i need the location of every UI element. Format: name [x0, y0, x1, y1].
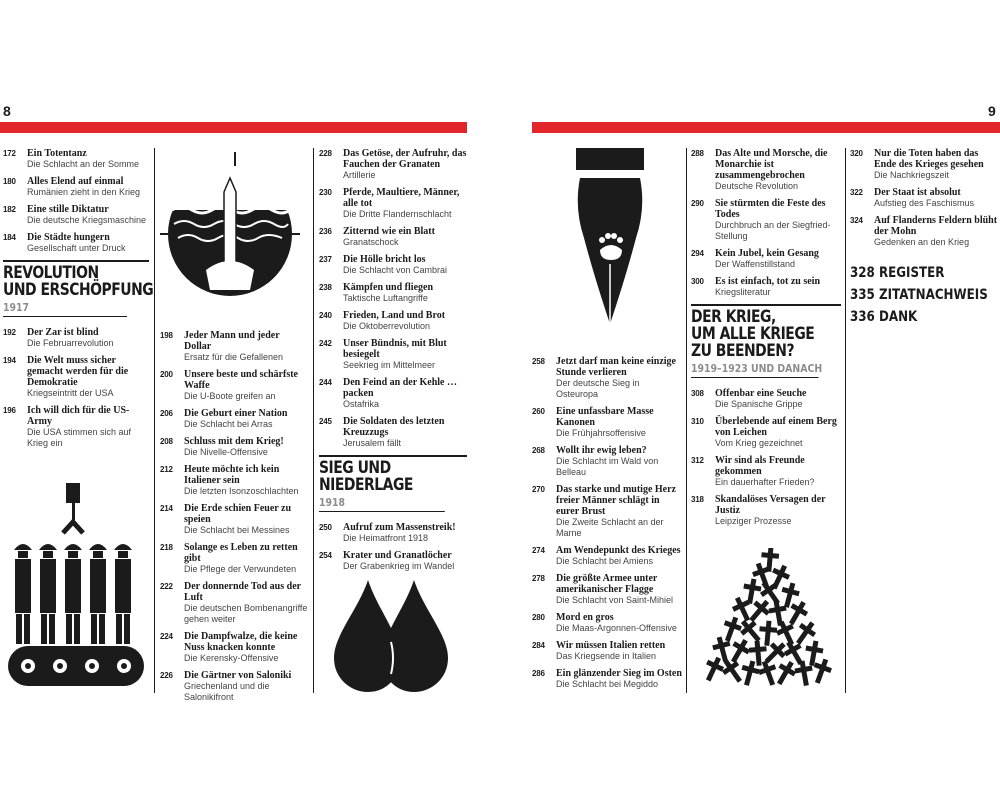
toc-entry[interactable] — [160, 369, 308, 402]
toc-entry-title: Die Welt muss sicher gemacht werden für die Demokratie — [27, 355, 129, 388]
section-heading-line: UM ALLE KRIEGE — [691, 324, 815, 344]
toc-entry-subtitle: Die Spanische Grippe — [715, 399, 803, 409]
toc-entry[interactable] — [3, 327, 149, 349]
toc-entry-subtitle: Ersatz für die Gefallenen — [184, 352, 284, 362]
toc-page-number: 218 — [160, 543, 173, 552]
toc-entry-title: Mord en gros — [556, 612, 614, 623]
toc-entry-title: Überlebende auf einem Berg von Leichen — [715, 416, 837, 438]
toc-entry-subtitle: Die deutsche Kriegsmaschine — [27, 215, 147, 225]
toc-entry[interactable] — [691, 148, 841, 192]
toc-entry-title: Es ist einfach, tot zu sein — [715, 276, 820, 287]
toc-entry[interactable] — [3, 355, 149, 399]
toc-column-1-right — [532, 356, 682, 696]
toc-entry[interactable] — [160, 631, 308, 664]
cross-shape — [741, 577, 763, 605]
toc-page-number: 208 — [160, 437, 173, 446]
toc-entry-title: Alles Elend auf einmal — [27, 176, 124, 187]
toc-entry-subtitle: Die Heimatfront 1918 — [343, 533, 429, 543]
toc-entry[interactable] — [532, 640, 682, 662]
toc-entry[interactable] — [532, 484, 682, 539]
toc-entry[interactable] — [850, 148, 998, 181]
toc-page-number: 196 — [3, 406, 16, 415]
toc-entry-subtitle: Die Oktoberrevolution — [343, 321, 431, 331]
toc-page-number: 280 — [532, 613, 545, 622]
section-heading-line: ZU BEENDEN? — [691, 341, 795, 361]
toc-page-number: 260 — [532, 407, 545, 416]
toc-entry-subtitle: Die Schlacht von Saint-Mihiel — [556, 595, 674, 605]
toc-entry-title: Ein Totentanz — [27, 148, 87, 159]
toc-page-number: 290 — [691, 199, 704, 208]
end-matter-page-number: 335 — [850, 287, 875, 303]
toc-page-number: 278 — [532, 574, 545, 583]
toc-entry[interactable] — [532, 356, 682, 400]
end-matter-entry[interactable] — [850, 306, 976, 328]
toc-entry[interactable] — [532, 445, 682, 478]
end-matter-label: DANK — [878, 309, 918, 325]
toc-entry[interactable] — [319, 226, 467, 248]
toc-entry-title: Das starke und mutige Herz freier Männer schlägt in eurer Brust — [556, 484, 676, 517]
toc-entry-title: Das Alte und Morsche, die Monarchie ist zusammengebrochen — [715, 148, 828, 181]
section-heading-line: UND ERSCHÖPFUNG — [3, 280, 154, 300]
toc-page-number: 222 — [160, 582, 173, 591]
toc-entry-subtitle: Der Waffenstillstand — [715, 259, 796, 269]
toc-entry[interactable] — [532, 545, 682, 567]
toc-entry-subtitle: Ein dauerhafter Frieden? — [715, 477, 815, 487]
toc-entry-subtitle: Die Schlacht von Cambrai — [343, 265, 448, 275]
section-heading-line: NIEDERLAGE — [319, 475, 413, 495]
toc-entry[interactable] — [691, 248, 841, 270]
toc-page-number: 238 — [319, 283, 332, 292]
toc-entry-title: Das Getöse, der Aufruhr, das Fauchen der Granaten — [343, 148, 467, 170]
toc-entry-subtitle: Taktische Luftangriffe — [343, 293, 428, 303]
toc-entry-title: Solange es Leben zu retten gibt — [184, 542, 298, 564]
toc-entry-title: Am Wendepunkt des Krieges — [556, 545, 681, 556]
toc-entry[interactable] — [160, 330, 308, 363]
toc-page-number: 244 — [319, 378, 332, 387]
cross-shape — [803, 639, 825, 667]
toc-page-number: 270 — [532, 485, 545, 494]
toc-entry-subtitle: Die Februarrevolution — [27, 338, 114, 348]
end-matter-entry[interactable] — [850, 262, 976, 284]
toc-entry-subtitle: Die Maas-Argonnen-Offensive — [556, 623, 677, 633]
toc-entry-subtitle: Kriegsliteratur — [715, 287, 771, 297]
toc-entry-title: Krater und Granatlöcher — [343, 550, 452, 561]
toc-page-number: 245 — [319, 417, 332, 426]
red-bar-right — [532, 122, 1000, 133]
toc-entry-subtitle: Jerusalem fällt — [343, 438, 402, 448]
toc-entry-subtitle: Die Dritte Flandernschlacht — [343, 209, 452, 219]
toc-entry-title: Eine stille Diktatur — [27, 204, 109, 215]
toc-entry[interactable] — [319, 282, 467, 304]
toc-page-number: 212 — [160, 465, 173, 474]
section-heading-line: REVOLUTION — [3, 263, 99, 283]
section-header-1919 — [691, 304, 841, 378]
toc-entry-subtitle: Gesellschaft unter Druck — [27, 243, 126, 253]
toc-entry-title: Den Feind an der Kehle … packen — [343, 377, 457, 399]
toc-column-1-left — [3, 148, 154, 455]
toc-entry[interactable] — [160, 542, 308, 575]
toc-entry-subtitle: Kriegseintritt der USA — [27, 388, 114, 398]
toc-entry-title: Zitternd wie ein Blatt — [343, 226, 435, 237]
toc-entry-subtitle: Die Zweite Schlacht an der Marne — [556, 517, 664, 538]
toc-entry-title: Skandalöses Versagen der Justiz — [715, 494, 826, 516]
toc-entry-subtitle: Das Kriegsende in Italien — [556, 651, 657, 661]
toc-entry[interactable] — [850, 187, 998, 209]
toc-entry[interactable] — [691, 388, 841, 410]
toc-entry-title: Wollt ihr ewig leben? — [556, 445, 647, 456]
toc-page-number: 206 — [160, 409, 173, 418]
toc-entry-title: Die Erde schien Feuer zu speien — [184, 503, 292, 525]
toc-page-number: 288 — [691, 149, 704, 158]
toc-entry-title: Kämpfen und fliegen — [343, 282, 434, 293]
toc-entry-subtitle: Gedenken an den Krieg — [874, 237, 970, 247]
toc-entry-subtitle: Die Schlacht an der Somme — [27, 159, 140, 169]
toc-entry[interactable] — [319, 377, 467, 410]
toc-page-number: 200 — [160, 370, 173, 379]
toc-entry-title: Nur die Toten haben das Ende des Krieges gesehen — [874, 148, 984, 170]
toc-entry-title: Ich will dich für die US-Army — [27, 405, 130, 427]
toc-entry[interactable] — [3, 232, 149, 254]
toc-entry-subtitle: Die letzten Isonzoschlachten — [184, 486, 299, 496]
cross-shape — [758, 620, 778, 646]
toc-entry-title: Die größte Armee unter amerikanischer Flagge — [556, 573, 658, 595]
toc-entry-title: Die Dampfwalze, die keine Nuss knacken konnte — [184, 631, 298, 653]
toc-entry[interactable] — [850, 215, 998, 248]
section-header-1917 — [3, 260, 154, 317]
toc-entry-title: Jetzt darf man keine einzige Stunde verlieren — [556, 356, 676, 378]
toc-entry-subtitle: Die U-Boote greifen an — [184, 391, 276, 401]
end-matter-label: REGISTER — [878, 265, 945, 281]
toc-entry[interactable] — [532, 573, 682, 606]
section-heading-line: SIEG UND — [319, 458, 391, 478]
toc-entry[interactable] — [160, 503, 308, 536]
toc-page-number: 320 — [850, 149, 863, 158]
cross-shape — [772, 658, 800, 688]
toc-entry[interactable] — [3, 148, 149, 170]
toc-entry-subtitle: Die Schlacht bei Amiens — [556, 556, 654, 566]
toc-entry[interactable] — [160, 436, 308, 458]
toc-entry-title: Kein Jubel, kein Gesang — [715, 248, 819, 259]
toc-entry-title: Heute möchte ich kein Italiener sein — [184, 464, 280, 486]
toc-entry[interactable] — [691, 455, 841, 488]
toc-entry-title: Der Zar ist blind — [27, 327, 99, 338]
toc-entry-title: Eine unfassbare Masse Kanonen — [556, 406, 654, 428]
toc-entry[interactable] — [532, 406, 682, 439]
toc-entry-title: Der donnernde Tod aus der Luft — [184, 581, 301, 603]
column-divider — [845, 148, 846, 693]
toc-entry[interactable] — [319, 338, 467, 371]
page-number-right: 9 — [988, 103, 996, 119]
section-heading-line: DER KRIEG, — [691, 307, 776, 327]
toc-page-number: 198 — [160, 331, 173, 340]
toc-entry-title: Auf Flanderns Feldern blüht der Mohn — [874, 215, 998, 237]
toc-entry-subtitle: Die USA stimmen sich auf Krieg ein — [27, 427, 132, 448]
toc-entry-subtitle: Die deutschen Bombenangriffe gehen weiter — [184, 603, 308, 624]
toc-entry-subtitle: Leipziger Prozesse — [715, 516, 792, 526]
toc-entry[interactable] — [319, 550, 467, 572]
toc-page-number: 228 — [319, 149, 332, 158]
toc-entry-title: Die Soldaten des letzten Kreuzzugs — [343, 416, 445, 438]
toc-entry-subtitle: Seekrieg im Mittelmeer — [343, 360, 436, 370]
toc-entry-title: Jeder Mann und jeder Dollar — [184, 330, 280, 352]
toc-column-2-left — [160, 330, 308, 709]
toc-column-2-right — [691, 148, 841, 533]
toc-entry[interactable] — [532, 668, 682, 690]
toc-entry[interactable] — [319, 416, 467, 449]
toc-page-number: 310 — [691, 417, 704, 426]
toc-entry-subtitle: Der deutsche Sieg in Osteuropa — [556, 378, 640, 399]
toc-entry-title: Unsere beste und schärfste Waffe — [184, 369, 298, 391]
toc-entry-subtitle: Der Grabenkrieg im Wandel — [343, 561, 455, 571]
toc-entry-title: Unser Bündnis, mit Blut besiegelt — [343, 338, 447, 360]
toc-entry-subtitle: Vom Krieg gezeichnet — [715, 438, 803, 448]
toc-entry[interactable] — [160, 464, 308, 497]
toc-entry[interactable] — [691, 198, 841, 242]
toc-entry-title: Schluss mit dem Krieg! — [184, 436, 284, 447]
end-matter-entry[interactable] — [850, 284, 988, 306]
toc-page-number: 237 — [319, 255, 332, 264]
toc-entry[interactable] — [160, 408, 308, 430]
section-header-1918 — [319, 455, 467, 512]
toc-entry[interactable] — [319, 522, 467, 544]
toc-entry-subtitle: Aufstieg des Faschismus — [874, 198, 975, 208]
toc-page-number: 308 — [691, 389, 704, 398]
toc-page-number: 250 — [319, 523, 332, 532]
toc-entry-title: Ein glänzender Sieg im Osten — [556, 668, 682, 679]
column-divider — [154, 148, 155, 693]
toc-page-number: 172 — [3, 149, 16, 158]
end-matter-page-number: 328 — [850, 265, 875, 281]
toc-entry-title: Frieden, Land und Brot — [343, 310, 446, 321]
column-divider — [686, 148, 687, 693]
toc-entry-subtitle: Die Frühjahrsoffensive — [556, 428, 646, 438]
toc-entry-subtitle: Durchbruch an der Siegfried-Stellung — [715, 220, 831, 241]
blood-drops-illustration — [330, 580, 454, 695]
toc-page-number: 224 — [160, 632, 173, 641]
toc-entry-title: Wir müssen Italien retten — [556, 640, 666, 651]
toc-entry[interactable] — [3, 176, 149, 198]
toc-entry[interactable] — [3, 405, 149, 449]
toc-entry-title: Aufruf zum Massenstreik! — [343, 522, 456, 533]
toc-entry[interactable] — [319, 148, 467, 181]
toc-page-number: 286 — [532, 669, 545, 678]
end-matter-label: ZITATNACHWEIS — [878, 287, 988, 303]
page-number-left: 8 — [3, 103, 11, 119]
toc-page-number: 268 — [532, 446, 545, 455]
toc-entry-title: Die Städte hungern — [27, 232, 110, 243]
toc-entry-subtitle: Die Schlacht bei Megiddo — [556, 679, 659, 689]
toc-page-number: 192 — [3, 328, 16, 337]
end-matter-page-number: 336 — [850, 309, 875, 325]
column-divider — [313, 148, 314, 693]
toc-page-number: 236 — [319, 227, 332, 236]
toc-entry-subtitle: Granatschock — [343, 237, 399, 247]
soldiers-conveyor-illustration — [8, 478, 148, 698]
toc-entry-title: Pferde, Maultiere, Männer, alle tot — [343, 187, 460, 209]
toc-page-number: 226 — [160, 671, 173, 680]
toc-entry-title: Wir sind als Freunde gekommen — [715, 455, 805, 477]
toc-entry[interactable] — [532, 612, 682, 634]
toc-entry-subtitle: Die Nachkriegszeit — [874, 170, 950, 180]
toc-page-number: 182 — [3, 205, 16, 214]
toc-entry[interactable] — [3, 204, 149, 226]
toc-page-number: 318 — [691, 495, 704, 504]
toc-entry[interactable] — [691, 416, 841, 449]
toc-page-number: 258 — [532, 357, 545, 366]
toc-page-number: 254 — [319, 551, 332, 560]
toc-entry-subtitle: Die Kerensky-Offensive — [184, 653, 279, 663]
toc-entry-title: Sie stürmten die Feste des Todes — [715, 198, 826, 220]
toc-entry[interactable] — [160, 670, 308, 703]
toc-page-number: 312 — [691, 456, 704, 465]
toc-page-number: 294 — [691, 249, 704, 258]
section-year: 1918 — [319, 496, 445, 512]
toc-entry[interactable] — [319, 187, 467, 220]
toc-entry-subtitle: Deutsche Revolution — [715, 181, 799, 191]
toc-entry-subtitle: Die Schlacht bei Messines — [184, 525, 290, 535]
cross-shape — [778, 581, 801, 610]
toc-entry-subtitle: Die Schlacht bei Arras — [184, 419, 273, 429]
toc-page-number: 184 — [3, 233, 16, 242]
toc-column-3-left — [319, 148, 467, 578]
toc-page-number: 300 — [691, 277, 704, 286]
toc-entry-title: Die Geburt einer Nation — [184, 408, 288, 419]
toc-page-number: 194 — [3, 356, 16, 365]
toc-page-number: 230 — [319, 188, 332, 197]
toc-entry[interactable] — [691, 494, 841, 527]
toc-entry[interactable] — [691, 276, 841, 298]
toc-entry-subtitle: Artillerie — [343, 170, 376, 180]
section-year: 1917 — [3, 301, 127, 317]
toc-entry-title: Die Gärtner von Saloniki — [184, 670, 292, 681]
toc-page-number: 322 — [850, 188, 863, 197]
periscope-circle-illustration — [160, 152, 300, 302]
crosses-pile-illustration — [700, 548, 840, 688]
toc-entry-subtitle: Griechenland und die Salonikifront — [184, 681, 270, 702]
toc-entry-title: Der Staat ist absolut — [874, 187, 961, 198]
toc-page-number: 180 — [3, 177, 16, 186]
toc-page-number: 242 — [319, 339, 332, 348]
toc-entry-subtitle: Ostafrika — [343, 399, 380, 409]
toc-entry-subtitle: Die Pflege der Verwundeten — [184, 564, 297, 574]
toc-page-number: 284 — [532, 641, 545, 650]
section-year: 1919–1923 UND DANACH — [691, 362, 819, 378]
toc-entry-title: Offenbar eine Seuche — [715, 388, 807, 399]
cross-shape — [719, 614, 744, 643]
toc-entry[interactable] — [319, 310, 467, 332]
toc-page-number: 324 — [850, 216, 863, 225]
toc-page-number: 240 — [319, 311, 332, 320]
red-bar-left — [0, 122, 467, 133]
cross-shape — [756, 578, 785, 609]
toc-entry[interactable] — [160, 581, 308, 625]
toc-page-number: 214 — [160, 504, 173, 513]
toc-entry-subtitle: Die Schlacht im Wald von Belleau — [556, 456, 659, 477]
toc-entry-subtitle: Die Nivelle-Offensive — [184, 447, 268, 457]
toc-column-3-right — [850, 148, 998, 328]
toc-entry-title: Die Hölle bricht los — [343, 254, 426, 265]
toc-entry-subtitle: Rumänien zieht in den Krieg — [27, 187, 141, 197]
toc-entry[interactable] — [319, 254, 467, 276]
toc-page-number: 274 — [532, 546, 545, 555]
pen-nib-illustration — [570, 148, 650, 328]
